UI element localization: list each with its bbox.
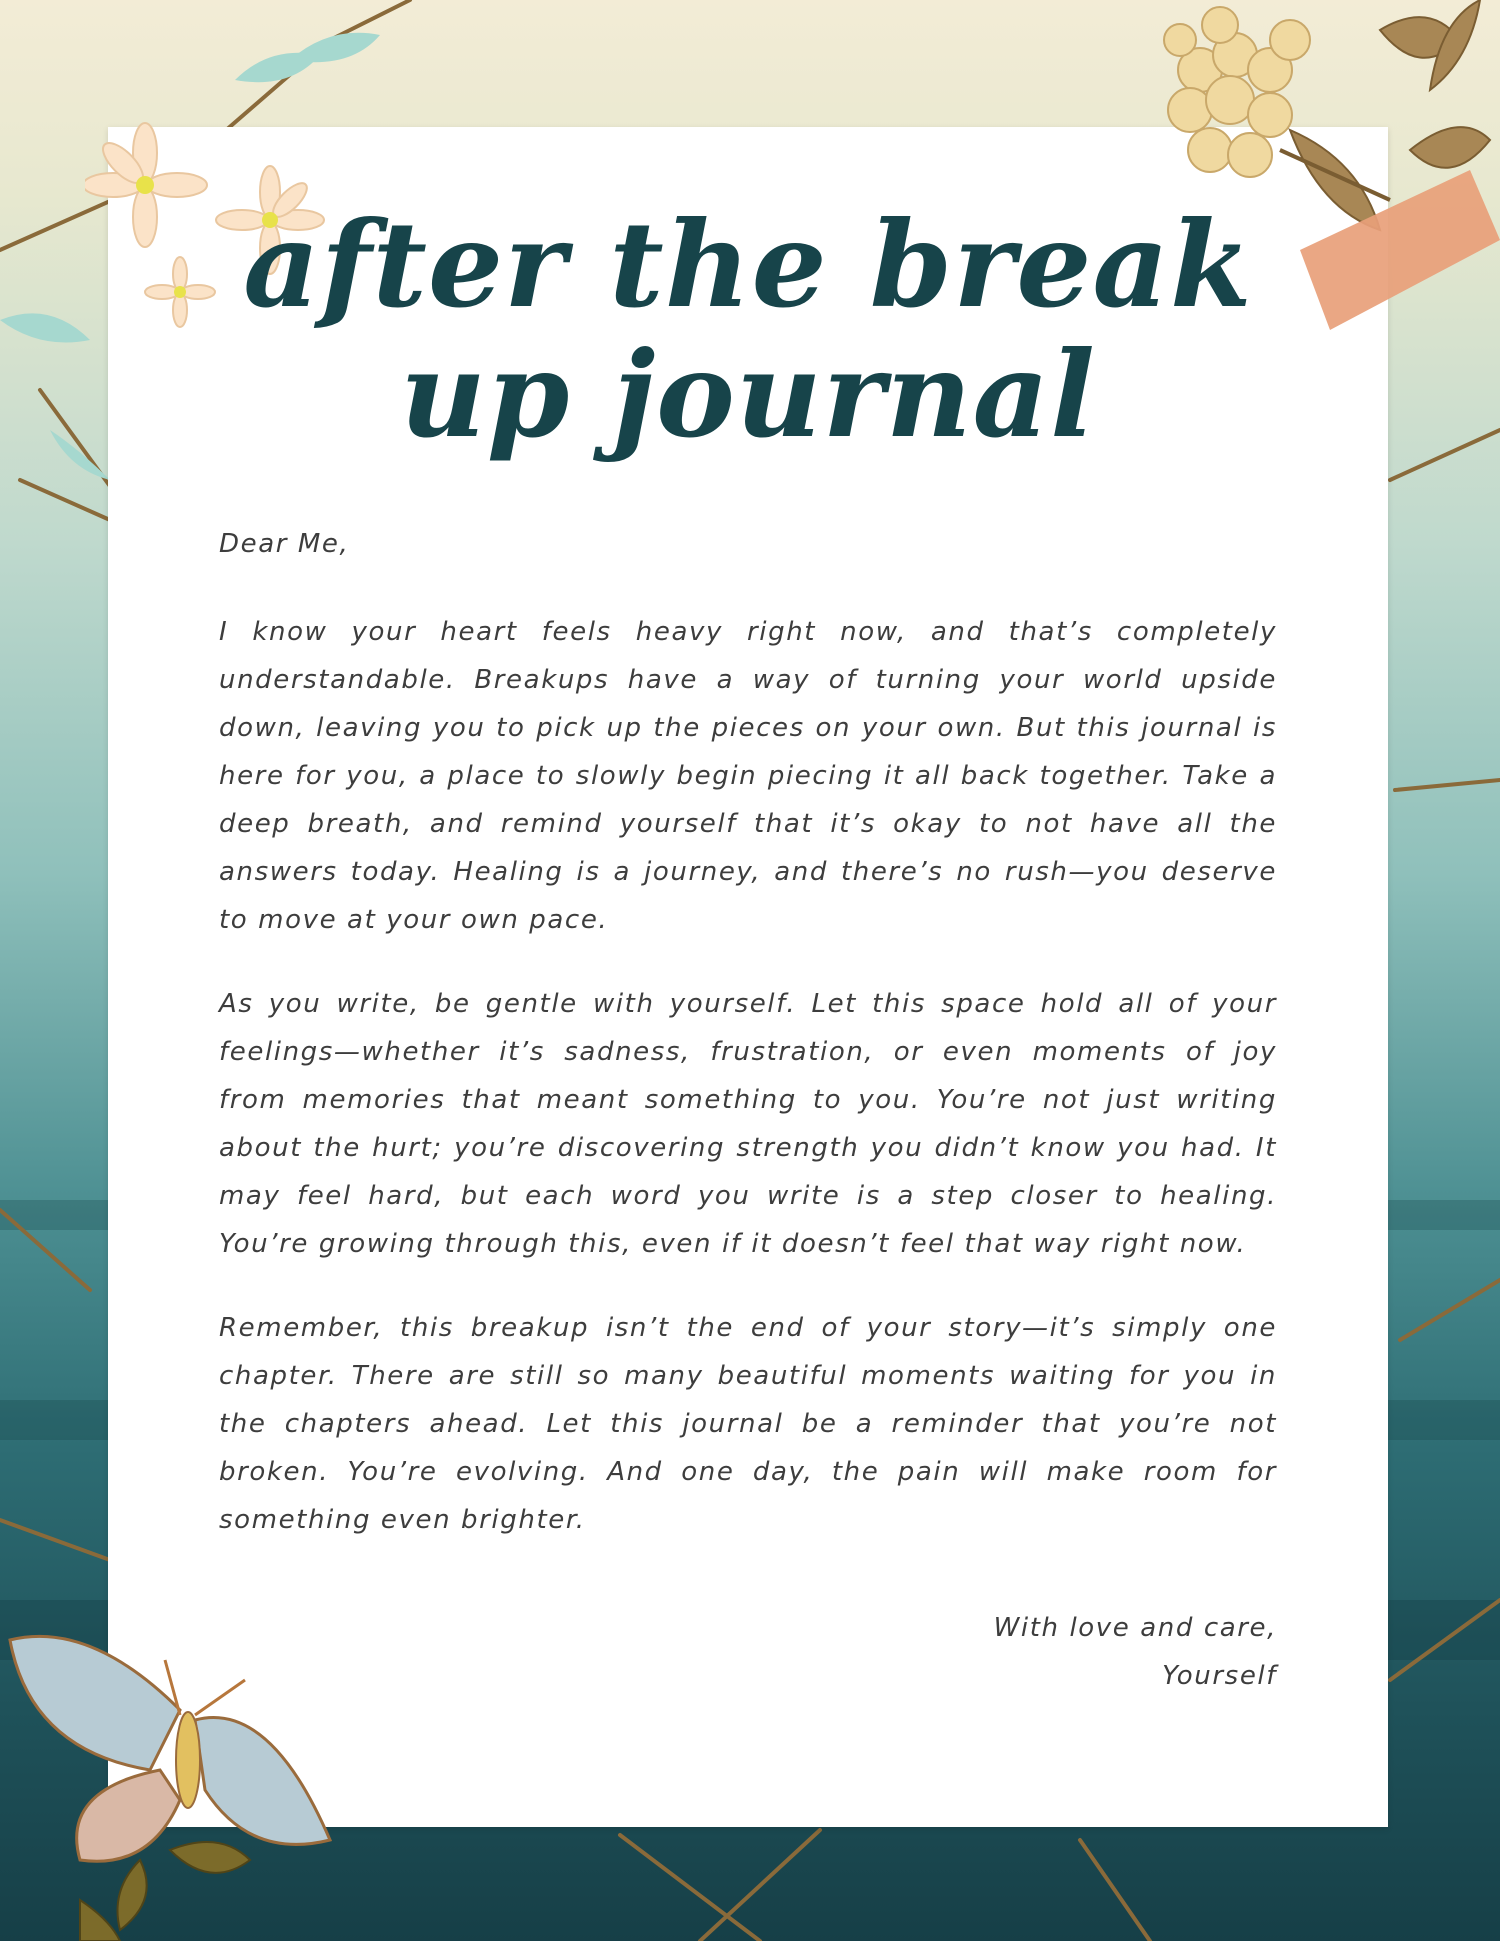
letter-body xyxy=(219,520,1277,1700)
greeting: Dear Me, xyxy=(219,529,350,559)
paragraph: I know your heart feels heavy right now, and that’s completely understandable. Breakups have a way of turning your world upside down, leaving you to pick up the pieces on your own. But this journal is here for you, a place to slowly begin piecing it all back together. Take a deep breath, and remind yourself that it’s okay to not have all the answers today. Healing is a journey, and there’s no rush—you deserve to move at your own pace. xyxy=(219,617,1277,935)
closing: With love and care, xyxy=(993,1613,1277,1643)
title-line-1: after the break xyxy=(243,195,1253,334)
closing-line xyxy=(219,1604,1277,1700)
signature: Yourself xyxy=(1162,1661,1277,1691)
paragraph: Remember, this breakup isn’t the end of your story—it’s simply one chapter. There are still so many beautiful moments waiting for you in the chapters ahead. Let this journal be a reminder that you’re not broken. You’re evolving. And one day, the pain will make room for something even brighter. xyxy=(219,1313,1277,1535)
title-line-2: up journal xyxy=(400,325,1096,464)
page-title xyxy=(108,195,1388,464)
paragraph: As you write, be gentle with yourself. Let this space hold all of your feelings—whether it’s sadness, frustration, or even moments of joy from memories that meant something to you. You’re not just writing about the hurt; you’re discovering strength you didn’t know you had. It may feel hard, but each word you write is a step closer to healing. You’re growing through this, even if it doesn’t feel that way right now. xyxy=(219,989,1277,1259)
